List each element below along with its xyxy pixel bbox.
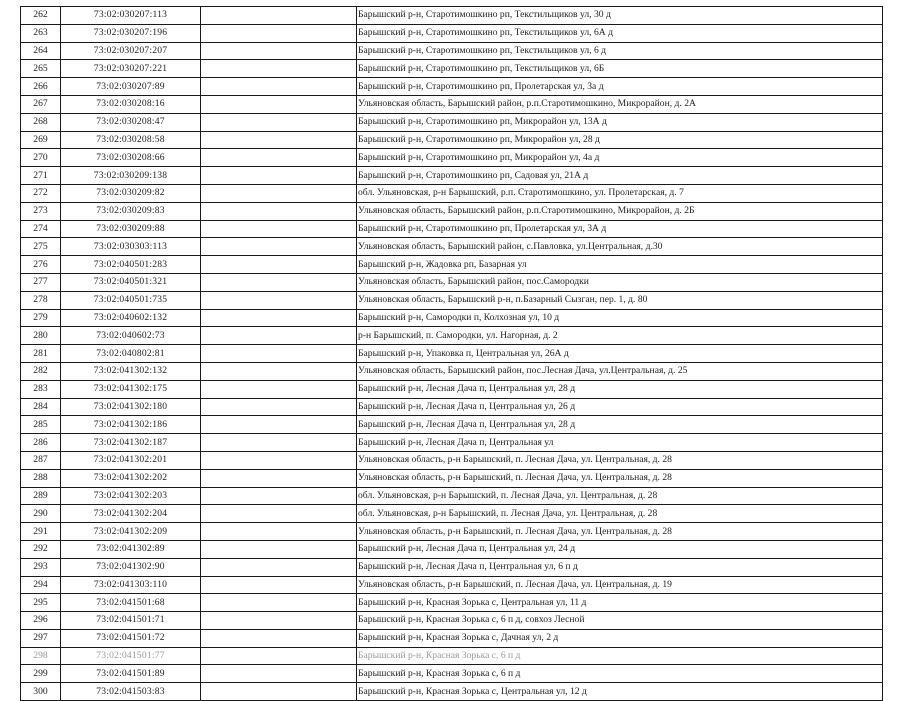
blank-cell bbox=[201, 202, 357, 220]
row-number-cell: 275 bbox=[21, 238, 61, 256]
row-number-cell: 271 bbox=[21, 167, 61, 185]
cadastral-number-cell: 73:02:041302:186 bbox=[61, 416, 201, 434]
row-number-cell: 283 bbox=[21, 380, 61, 398]
address-cell: Барышский р-н, Лесная Дача п, Центральная ул, 6 п д bbox=[357, 558, 883, 576]
address-cell: Ульяновская область, р-н Барышский, п. Лесная Дача, ул. Центральная, д. 28 bbox=[357, 451, 883, 469]
row-number-cell: 270 bbox=[21, 149, 61, 167]
address-cell: Барышский р-н, Старотимошкино рп, Пролетарская ул, 3а д bbox=[357, 78, 883, 96]
row-number-cell: 300 bbox=[21, 683, 61, 701]
row-number-cell: 262 bbox=[21, 7, 61, 25]
address-cell: Ульяновская область, р-н Барышский, п. Лесная Дача, ул. Центральная, д. 28 bbox=[357, 523, 883, 541]
blank-cell bbox=[201, 380, 357, 398]
address-cell: Барышский р-н, Жадовка рп, Базарная ул bbox=[357, 256, 883, 274]
row-number-cell: 267 bbox=[21, 95, 61, 113]
cadastral-number-cell: 73:02:030209:138 bbox=[61, 167, 201, 185]
blank-cell bbox=[201, 398, 357, 416]
table-row bbox=[21, 256, 883, 274]
blank-cell bbox=[201, 416, 357, 434]
row-number-cell: 295 bbox=[21, 594, 61, 612]
address-cell: Ульяновская область, р-н Барышский, п. Лесная Дача, ул. Центральная, д. 28 bbox=[357, 469, 883, 487]
cadastral-number-cell: 73:02:041303:110 bbox=[61, 576, 201, 594]
cadastral-number-cell: 73:02:030207:89 bbox=[61, 78, 201, 96]
row-number-cell: 280 bbox=[21, 327, 61, 345]
cadastral-number-cell: 73:02:041302:204 bbox=[61, 505, 201, 523]
cadastral-number-cell: 73:02:030209:82 bbox=[61, 184, 201, 202]
address-cell: Барышский р-н, Старотимошкино рп, Текстильщиков ул, 6Б bbox=[357, 60, 883, 78]
table-row bbox=[21, 523, 883, 541]
blank-cell bbox=[201, 629, 357, 647]
cadastral-number-cell: 73:02:041501:71 bbox=[61, 612, 201, 630]
table-row bbox=[21, 291, 883, 309]
table-row bbox=[21, 309, 883, 327]
table-row bbox=[21, 362, 883, 380]
blank-cell bbox=[201, 42, 357, 60]
cadastral-number-cell: 73:02:030207:113 bbox=[61, 7, 201, 25]
address-cell: Барышский р-н, Лесная Дача п, Центральная ул bbox=[357, 434, 883, 452]
blank-cell bbox=[201, 487, 357, 505]
cadastral-number-cell: 73:02:041302:209 bbox=[61, 523, 201, 541]
row-number-cell: 297 bbox=[21, 629, 61, 647]
row-number-cell: 276 bbox=[21, 256, 61, 274]
cadastral-number-cell: 73:02:041302:187 bbox=[61, 434, 201, 452]
table-row bbox=[21, 95, 883, 113]
blank-cell bbox=[201, 78, 357, 96]
row-number-cell: 272 bbox=[21, 184, 61, 202]
address-cell: Барышский р-н, Старотимошкино рп, Текстильщиков ул, 30 д bbox=[357, 7, 883, 25]
cadastral-number-cell: 73:02:041302:203 bbox=[61, 487, 201, 505]
cadastral-number-cell: 73:02:040501:735 bbox=[61, 291, 201, 309]
row-number-cell: 286 bbox=[21, 434, 61, 452]
blank-cell bbox=[201, 345, 357, 363]
row-number-cell: 284 bbox=[21, 398, 61, 416]
cadastral-number-cell: 73:02:040602:132 bbox=[61, 309, 201, 327]
blank-cell bbox=[201, 149, 357, 167]
address-cell: Ульяновская область, Барышский район, пос.Самородки bbox=[357, 273, 883, 291]
cadastral-number-cell: 73:02:040501:321 bbox=[61, 273, 201, 291]
table-row bbox=[21, 647, 883, 665]
table-row bbox=[21, 24, 883, 42]
address-cell: Ульяновская область, Барышский р-н, п.Базарный Сызган, пер. 1, д. 80 bbox=[357, 291, 883, 309]
address-cell: Барышский р-н, Старотимошкино рп, Текстильщиков ул, 6А д bbox=[357, 24, 883, 42]
table-row bbox=[21, 416, 883, 434]
table-row bbox=[21, 576, 883, 594]
cadastral-number-cell: 73:02:041302:89 bbox=[61, 540, 201, 558]
table-row bbox=[21, 398, 883, 416]
cadastral-number-cell: 73:02:040802:81 bbox=[61, 345, 201, 363]
table-row bbox=[21, 487, 883, 505]
blank-cell bbox=[201, 612, 357, 630]
row-number-cell: 279 bbox=[21, 309, 61, 327]
table-row bbox=[21, 540, 883, 558]
cadastral-number-cell: 73:02:041503:83 bbox=[61, 683, 201, 701]
cadastral-number-cell: 73:02:030207:207 bbox=[61, 42, 201, 60]
blank-cell bbox=[201, 647, 357, 665]
address-cell: Барышский р-н, Лесная Дача п, Центральная ул, 28 д bbox=[357, 380, 883, 398]
cadastral-number-cell: 73:02:041302:132 bbox=[61, 362, 201, 380]
row-number-cell: 265 bbox=[21, 60, 61, 78]
row-number-cell: 293 bbox=[21, 558, 61, 576]
blank-cell bbox=[201, 7, 357, 25]
address-cell: р-н Барышский, п. Самородки, ул. Нагорная, д. 2 bbox=[357, 327, 883, 345]
address-cell: Барышский р-н, Старотимошкино рп, Текстильщиков ул, 6 д bbox=[357, 42, 883, 60]
row-number-cell: 294 bbox=[21, 576, 61, 594]
cadastral-number-cell: 73:02:030207:196 bbox=[61, 24, 201, 42]
address-cell: Барышский р-н, Упаковка п, Центральная ул, 26А д bbox=[357, 345, 883, 363]
table-row bbox=[21, 683, 883, 701]
row-number-cell: 281 bbox=[21, 345, 61, 363]
blank-cell bbox=[201, 540, 357, 558]
row-number-cell: 264 bbox=[21, 42, 61, 60]
address-cell: Барышский р-н, Красная Зорька с, 6 п д bbox=[357, 647, 883, 665]
address-cell: Барышский р-н, Красная Зорька с, 6 п д bbox=[357, 665, 883, 683]
registry-table-sheet bbox=[20, 6, 882, 701]
row-number-cell: 282 bbox=[21, 362, 61, 380]
row-number-cell: 268 bbox=[21, 113, 61, 131]
cadastral-number-cell: 73:02:030208:16 bbox=[61, 95, 201, 113]
blank-cell bbox=[201, 238, 357, 256]
row-number-cell: 285 bbox=[21, 416, 61, 434]
blank-cell bbox=[201, 665, 357, 683]
table-row bbox=[21, 220, 883, 238]
blank-cell bbox=[201, 291, 357, 309]
table-row bbox=[21, 380, 883, 398]
row-number-cell: 277 bbox=[21, 273, 61, 291]
table-row bbox=[21, 612, 883, 630]
address-cell: Барышский р-н, Старотимошкино рп, Микрорайон ул, 28 д bbox=[357, 131, 883, 149]
table-row bbox=[21, 149, 883, 167]
blank-cell bbox=[201, 309, 357, 327]
row-number-cell: 273 bbox=[21, 202, 61, 220]
row-number-cell: 299 bbox=[21, 665, 61, 683]
cadastral-number-cell: 73:02:040602:73 bbox=[61, 327, 201, 345]
table-row bbox=[21, 42, 883, 60]
table-row bbox=[21, 469, 883, 487]
blank-cell bbox=[201, 558, 357, 576]
blank-cell bbox=[201, 131, 357, 149]
table-row bbox=[21, 505, 883, 523]
row-number-cell: 288 bbox=[21, 469, 61, 487]
table-row bbox=[21, 7, 883, 25]
blank-cell bbox=[201, 184, 357, 202]
table-row bbox=[21, 238, 883, 256]
blank-cell bbox=[201, 594, 357, 612]
blank-cell bbox=[201, 434, 357, 452]
table-row bbox=[21, 594, 883, 612]
address-cell: обл. Ульяновская, р-н Барышский, п. Лесная Дача, ул. Центральная, д. 28 bbox=[357, 505, 883, 523]
address-cell: Барышский р-н, Красная Зорька с, Центральная ул, 12 д bbox=[357, 683, 883, 701]
blank-cell bbox=[201, 523, 357, 541]
registry-table bbox=[20, 6, 883, 701]
table-row bbox=[21, 113, 883, 131]
cadastral-number-cell: 73:02:030208:66 bbox=[61, 149, 201, 167]
table-row bbox=[21, 202, 883, 220]
blank-cell bbox=[201, 95, 357, 113]
row-number-cell: 298 bbox=[21, 647, 61, 665]
row-number-cell: 292 bbox=[21, 540, 61, 558]
address-cell: Барышский р-н, Самородки п, Колхозная ул, 10 д bbox=[357, 309, 883, 327]
row-number-cell: 266 bbox=[21, 78, 61, 96]
table-row bbox=[21, 451, 883, 469]
row-number-cell: 263 bbox=[21, 24, 61, 42]
address-cell: Барышский р-н, Лесная Дача п, Центральная ул, 28 д bbox=[357, 416, 883, 434]
cadastral-number-cell: 73:02:041302:202 bbox=[61, 469, 201, 487]
row-number-cell: 291 bbox=[21, 523, 61, 541]
cadastral-number-cell: 73:02:041501:77 bbox=[61, 647, 201, 665]
address-cell: Барышский р-н, Старотимошкино рп, Микрорайон ул, 4а д bbox=[357, 149, 883, 167]
cadastral-number-cell: 73:02:041302:180 bbox=[61, 398, 201, 416]
address-cell: Барышский р-н, Красная Зорька с, 6 п д, совхоз Лесной bbox=[357, 612, 883, 630]
table-row bbox=[21, 167, 883, 185]
address-cell: Ульяновская область, р-н Барышский, п. Лесная Дача, ул. Центральная, д. 19 bbox=[357, 576, 883, 594]
cadastral-number-cell: 73:02:040501:283 bbox=[61, 256, 201, 274]
address-cell: Барышский р-н, Красная Зорька с, Дачная ул, 2 д bbox=[357, 629, 883, 647]
address-cell: Барышский р-н, Лесная Дача п, Центральная ул, 24 д bbox=[357, 540, 883, 558]
cadastral-number-cell: 73:02:030208:47 bbox=[61, 113, 201, 131]
table-row bbox=[21, 629, 883, 647]
blank-cell bbox=[201, 683, 357, 701]
address-cell: Ульяновская область, Барышский район, пос.Лесная Дача, ул.Центральная, д. 25 bbox=[357, 362, 883, 380]
blank-cell bbox=[201, 113, 357, 131]
table-row bbox=[21, 345, 883, 363]
cadastral-number-cell: 73:02:030209:88 bbox=[61, 220, 201, 238]
cadastral-number-cell: 73:02:041302:201 bbox=[61, 451, 201, 469]
row-number-cell: 290 bbox=[21, 505, 61, 523]
cadastral-number-cell: 73:02:030209:83 bbox=[61, 202, 201, 220]
address-cell: обл. Ульяновская, р-н Барышский, р.п. Старотимошкино, ул. Пролетарская, д. 7 bbox=[357, 184, 883, 202]
cadastral-number-cell: 73:02:030303:113 bbox=[61, 238, 201, 256]
row-number-cell: 274 bbox=[21, 220, 61, 238]
blank-cell bbox=[201, 273, 357, 291]
table-row bbox=[21, 60, 883, 78]
table-row bbox=[21, 184, 883, 202]
address-cell: Ульяновская область, Барышский район, р.п.Старотимошкино, Микрорайон, д. 2Б bbox=[357, 202, 883, 220]
row-number-cell: 289 bbox=[21, 487, 61, 505]
table-row bbox=[21, 131, 883, 149]
blank-cell bbox=[201, 256, 357, 274]
address-cell: Ульяновская область, Барышский район, с.Павловка, ул.Центральная, д.30 bbox=[357, 238, 883, 256]
blank-cell bbox=[201, 505, 357, 523]
address-cell: Ульяновская область, Барышский район, р.п.Старотимошкино, Микрорайон, д. 2А bbox=[357, 95, 883, 113]
row-number-cell: 278 bbox=[21, 291, 61, 309]
blank-cell bbox=[201, 469, 357, 487]
address-cell: обл. Ульяновская, р-н Барышский, п. Лесная Дача, ул. Центральная, д. 28 bbox=[357, 487, 883, 505]
cadastral-number-cell: 73:02:041302:175 bbox=[61, 380, 201, 398]
address-cell: Барышский р-н, Старотимошкино рп, Микрорайон ул, 13А д bbox=[357, 113, 883, 131]
table-row bbox=[21, 273, 883, 291]
address-cell: Барышский р-н, Старотимошкино рп, Садовая ул, 21А д bbox=[357, 167, 883, 185]
cadastral-number-cell: 73:02:041302:90 bbox=[61, 558, 201, 576]
table-row bbox=[21, 665, 883, 683]
cadastral-number-cell: 73:02:041501:89 bbox=[61, 665, 201, 683]
address-cell: Барышский р-н, Лесная Дача п, Центральная ул, 26 д bbox=[357, 398, 883, 416]
address-cell: Барышский р-н, Красная Зорька с, Центральная ул, 11 д bbox=[357, 594, 883, 612]
blank-cell bbox=[201, 362, 357, 380]
table-row bbox=[21, 434, 883, 452]
blank-cell bbox=[201, 167, 357, 185]
blank-cell bbox=[201, 60, 357, 78]
table-row bbox=[21, 78, 883, 96]
table-row bbox=[21, 327, 883, 345]
registry-table-body bbox=[21, 7, 883, 701]
row-number-cell: 269 bbox=[21, 131, 61, 149]
blank-cell bbox=[201, 576, 357, 594]
cadastral-number-cell: 73:02:041501:72 bbox=[61, 629, 201, 647]
blank-cell bbox=[201, 220, 357, 238]
address-cell: Барышский р-н, Старотимошкино рп, Пролетарская ул, 3А д bbox=[357, 220, 883, 238]
cadastral-number-cell: 73:02:041501:68 bbox=[61, 594, 201, 612]
blank-cell bbox=[201, 24, 357, 42]
blank-cell bbox=[201, 327, 357, 345]
cadastral-number-cell: 73:02:030207:221 bbox=[61, 60, 201, 78]
row-number-cell: 296 bbox=[21, 612, 61, 630]
blank-cell bbox=[201, 451, 357, 469]
row-number-cell: 287 bbox=[21, 451, 61, 469]
cadastral-number-cell: 73:02:030208:58 bbox=[61, 131, 201, 149]
table-row bbox=[21, 558, 883, 576]
